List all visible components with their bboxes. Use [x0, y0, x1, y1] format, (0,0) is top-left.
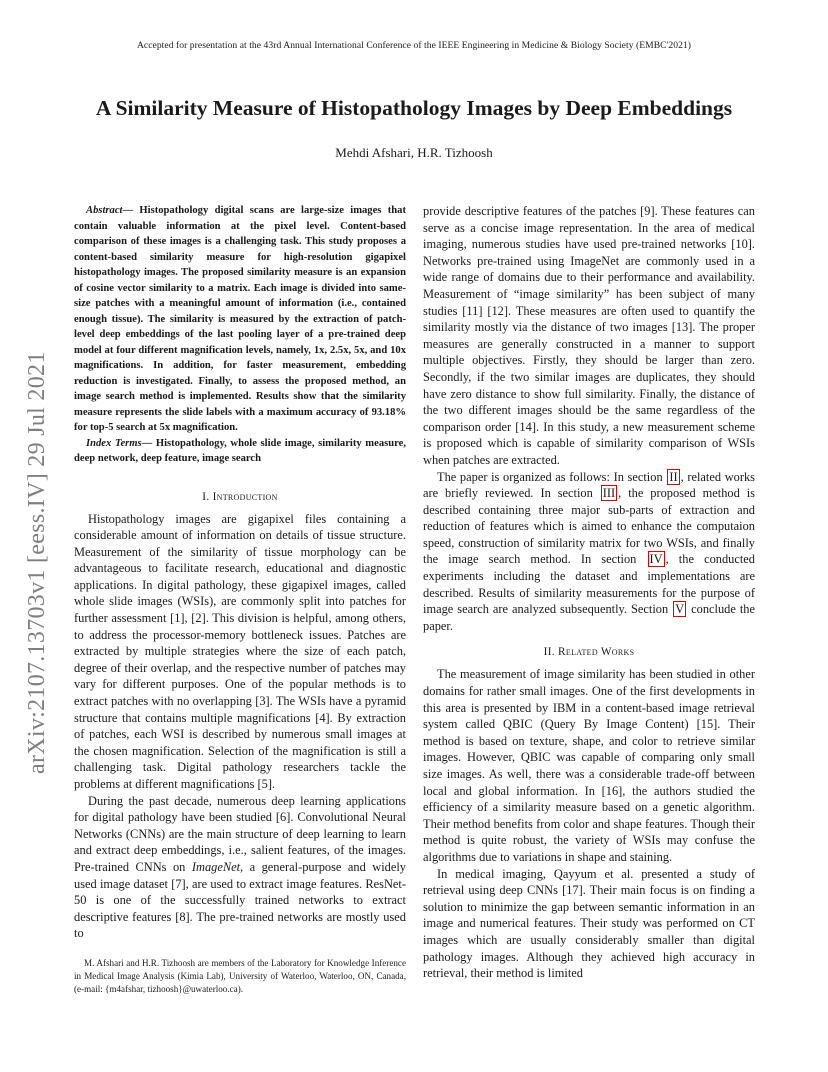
abstract-lead: Abstract [86, 205, 123, 216]
index-terms-lead: Index Terms [86, 437, 142, 449]
index-terms [74, 436, 406, 467]
conference-note: Accepted for presentation at the 43rd Annual International Conference of the IEEE Engineering in Medicine & Biology Society (EMBC'2021) [136, 40, 692, 51]
paper-authors: Mehdi Afshari, H.R. Tizhoosh [335, 145, 493, 160]
intro-paragraph-4-part-b: , related works are briefly reviewed. In section [423, 469, 755, 501]
related-paragraph-1: The measurement of image similarity has been studied in other domains for rather small images. One of the first developments in this area is presented by IBM in a content-based image retrieval system called QBIC (Query By Image Content) [15]. Their method is based on texture, shape, and color to retrieve similar images. However, QBIC was capable of comparing only small size images. As well, there was a considerable trade-off between local and global information. In [16], the authors studied the efficiency of a similarity measure based on a genetic algorithm. Their method benefits from color and shape features. Though their method is quite robust, the variety of WSIs may confuse the algorithms due to variations in shape and staining. [423, 667, 755, 864]
arxiv-identifier: arXiv:2107.13703v1 [eess.IV] 29 Jul 2021 [24, 351, 50, 774]
intro-paragraph-2-part-a: During the past decade, numerous deep learning applications for digital pathology have been studied [6]. Convolutional Neural Networks (CNNs) are the main structure of deep learning to learn and extract deep embeddings, i.e., salient features, of the images. Pre-trained CNNs on [74, 793, 406, 874]
imagenet-term: ImageNet [191, 859, 241, 874]
section-ref-v-link[interactable]: V [675, 602, 685, 617]
author-footnote: M. Afshari and H.R. Tizhoosh are members of the Laboratory for Knowledge Inference in Medical Image Analysis (Kimia Lab), University of Waterloo, Waterloo, ON, Canada, (e-mail: {m4afshar, tizhoosh}@uwaterloo.ca). [74, 958, 406, 994]
abstract [74, 203, 406, 436]
section-ref-iv-link[interactable]: IV [649, 552, 663, 567]
section-heading-introduction: I. Introduction [202, 490, 278, 503]
abstract-text: — Histopathology digital scans are large-size images that contain valuable information at the pixel level. Content-based comparison of these images is a challenging task. This study proposes a content-based similarity measure for high-resolution gigapixel histopathology images. The proposed similarity measure is an expansion of cosine vector similarity to a matrix. Each image is divided into same-size patches with a meaningful amount of information (i.e., contained enough tissue). The similarity is measured by the extraction of patch-level deep embeddings of the last pooling layer of a pre-trained deep model at four different magnification levels, namely, 1x, 2.5x, 5x, and 10x magnifications. In addition, for faster measurement, embedding reduction is investigated. Finally, to assess the proposed method, an image search method is implemented. Results show that the similarity measure represents the slide labels with a maximum accuracy of 93.18% for top-5 search at 5x magnification. [74, 205, 406, 433]
intro-paragraph-4-part-c: , the proposed method is described containing three major sub-parts of extraction and reduction of features which is aimed to enhance the computaion speed, construction of similarity matrix for two WSIs, and finally the image search method. In section [423, 486, 755, 567]
intro-paragraph-4-part-a: The paper is organized as follows: In section [437, 469, 667, 484]
intro-paragraph-3: provide descriptive features of the patches [9]. These features can serve as a concise image representation. In the area of medical imaging, numerous studies have used pre-trained networks [10]. Networks pre-trained using ImageNet are commonly used in a wide range of domains due to their performance and availability. Measurement of “image similarity” has been subject of many studies [11] [12]. These measures are often used to quantify the similarity mostly via the distance of two images [13]. The proper measures are generally constructed in a manner to support multiple objectives. Firstly, they should be larger than zero. Secondly, if the two similar images are duplicates, they should have zero distance to show full similarity. Finally, the distance of the two different images should be the same regardless of the comparison order [14]. In this study, a new measurement scheme is proposed which is capable of similarity comparison of WSIs when patches are extracted. [423, 204, 755, 467]
section-ref-iii-link[interactable]: III [602, 486, 616, 501]
right-column [423, 203, 755, 982]
section-heading-related-works: II. Related Works [543, 646, 635, 659]
intro-paragraph-2 [74, 793, 406, 942]
intro-paragraph-4-part-e: conclude the paper. [423, 602, 755, 633]
intro-paragraph-1: Histopathology images are gigapixel files containing a considerable amount of information on details of tissue structure. Measurement of the similarity of tissue morphology can be advantageous to facilitate research, educational and diagnostic applications. In digital pathology, these gigapixel images, called whole slide images (WSIs), are commonly split into patches for further assessment [1], [2]. This division is helpful, among others, to address the processor-memory bottleneck issues. Patches are extracted by multiple strategies where the size of each patch, degree of their overlap, and the respective number of patches may vary for different purposes. One of the popular methods is to extract patches with no overlapping [3]. The WSIs have a pyramid structure that contains multiple magnifications [4]. By extraction of patches, each WSI is described by numerous small images at the chosen magnification. Selection of the magnification is still a challenging task. Digital pathology researchers tackle the problems at different magnifications [5]. [74, 511, 406, 791]
related-paragraph-2: In medical imaging, Qayyum et al. presented a study of retrieval using deep CNNs [17]. Their main focus is on finding a solution to minimize the gap between semantic information in an image and numerical features. Their study was performed on CT images which are usually considerably smaller than digital pathology images. Although they achieved high accuracy in retrieval, their method is limited [423, 866, 755, 981]
intro-paragraph-4-part-d: , the conducted experiments including the dataset and implementations are described. Results of similarity measurements for the purpose of image search are analyzed subsequently. Section [423, 552, 755, 617]
intro-paragraph-2-part-b: , a general-purpose and widely used image dataset [7], are used to extract image features. ResNet-50 is one of the successfully trained networks to extract descriptive features [8]. The pre-trained networks are mostly used to [74, 859, 406, 941]
left-column [74, 203, 406, 942]
paper-title: A Similarity Measure of Histopathology Images by Deep Embeddings [95, 96, 733, 120]
index-terms-text: — Histopathology, whole slide image, similarity measure, deep network, deep feature, image search [74, 437, 406, 464]
intro-paragraph-4 [423, 469, 755, 635]
section-ref-ii-link[interactable]: II [669, 469, 678, 484]
